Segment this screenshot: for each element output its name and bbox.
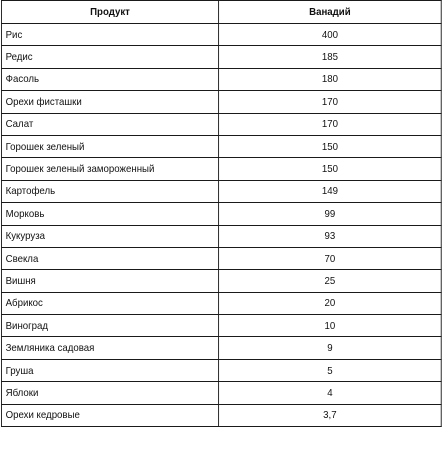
table-row bbox=[1, 24, 441, 46]
table-header-row bbox=[1, 1, 441, 24]
product-name-cell: Земляника садовая bbox=[1, 337, 218, 359]
vanadium-value-cell: 9 bbox=[219, 337, 442, 359]
vanadium-value-cell: 70 bbox=[219, 247, 442, 269]
document-page bbox=[1, 0, 441, 427]
vanadium-value-cell: 25 bbox=[219, 270, 442, 292]
table-row bbox=[1, 180, 441, 202]
vanadium-value-cell: 170 bbox=[219, 91, 442, 113]
product-name-cell: Абрикос bbox=[1, 292, 218, 314]
table-row bbox=[1, 158, 441, 180]
table-row bbox=[1, 225, 441, 247]
table-row bbox=[1, 270, 441, 292]
product-name-cell: Рис bbox=[1, 24, 218, 46]
product-name-cell: Фасоль bbox=[1, 68, 218, 90]
product-name-cell: Кукуруза bbox=[1, 225, 218, 247]
table-row bbox=[1, 292, 441, 314]
vanadium-value-cell: 150 bbox=[219, 158, 442, 180]
product-name-cell: Морковь bbox=[1, 203, 218, 225]
table-row bbox=[1, 337, 441, 359]
table-row bbox=[1, 113, 441, 135]
table-row bbox=[1, 46, 441, 68]
vanadium-value-cell: 150 bbox=[219, 135, 442, 157]
product-name-cell: Груша bbox=[1, 359, 218, 381]
table-row bbox=[1, 247, 441, 269]
table-row bbox=[1, 203, 441, 225]
header-vanadium: Ванадий bbox=[219, 1, 442, 24]
product-name-cell: Горошек зеленый bbox=[1, 135, 218, 157]
vanadium-value-cell: 149 bbox=[219, 180, 442, 202]
table-row bbox=[1, 68, 441, 90]
product-name-cell: Горошек зеленый замороженный bbox=[1, 158, 218, 180]
table-body bbox=[1, 24, 441, 427]
header-product: Продукт bbox=[1, 1, 218, 24]
product-name-cell: Виноград bbox=[1, 315, 218, 337]
vanadium-value-cell: 180 bbox=[219, 68, 442, 90]
table-row bbox=[1, 91, 441, 113]
product-name-cell: Яблоки bbox=[1, 382, 218, 404]
product-name-cell: Редис bbox=[1, 46, 218, 68]
product-name-cell: Салат bbox=[1, 113, 218, 135]
product-name-cell: Вишня bbox=[1, 270, 218, 292]
vanadium-value-cell: 170 bbox=[219, 113, 442, 135]
product-name-cell: Орехи кедровые bbox=[1, 404, 218, 426]
vanadium-value-cell: 10 bbox=[219, 315, 442, 337]
table-row bbox=[1, 382, 441, 404]
vanadium-value-cell: 93 bbox=[219, 225, 442, 247]
product-name-cell: Орехи фисташки bbox=[1, 91, 218, 113]
vanadium-table bbox=[1, 0, 442, 427]
vanadium-value-cell: 5 bbox=[219, 359, 442, 381]
vanadium-value-cell: 3,7 bbox=[219, 404, 442, 426]
vanadium-value-cell: 99 bbox=[219, 203, 442, 225]
table-row bbox=[1, 359, 441, 381]
vanadium-value-cell: 20 bbox=[219, 292, 442, 314]
table-row bbox=[1, 315, 441, 337]
vanadium-value-cell: 4 bbox=[219, 382, 442, 404]
product-name-cell: Картофель bbox=[1, 180, 218, 202]
table-row bbox=[1, 135, 441, 157]
product-name-cell: Свекла bbox=[1, 247, 218, 269]
vanadium-value-cell: 400 bbox=[219, 24, 442, 46]
vanadium-value-cell: 185 bbox=[219, 46, 442, 68]
table-row bbox=[1, 404, 441, 426]
